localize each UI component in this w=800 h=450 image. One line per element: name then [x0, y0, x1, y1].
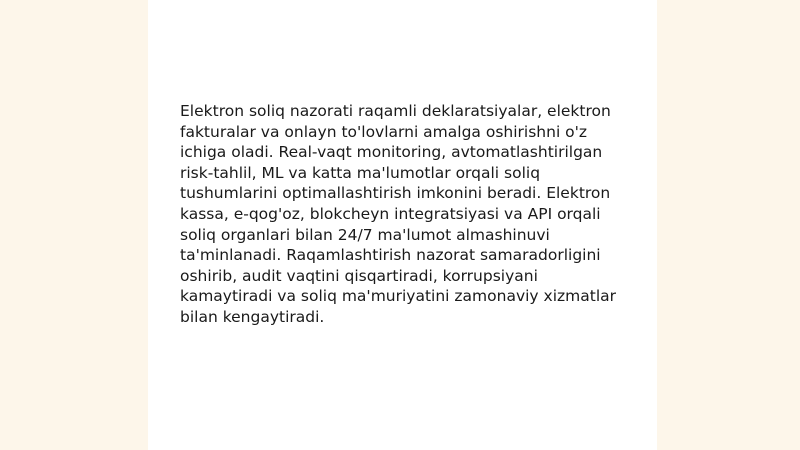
document-page [148, 0, 657, 450]
body-paragraph: Elektron soliq nazorati raqamli deklaratsiyalar, elektron fakturalar va onlayn to'lovlarni amalga oshirishni o'z ichiga oladi. Real-vaqt monitoring, avtomatlashtirilgan risk-tahlil, ML va katta ma'lumotlar orqali soliq tushumlarini optimallashtirish imkonini beradi. Elektron kassa, e-qog'oz, blokcheyn integratsiyasi va API orqali soliq organlari bilan 24/7 ma'lumot almashinuvi ta'minlanadi. Raqamlashtirish nazorat samaradorligini oshirib, audit vaqtini qisqartiradi, korrupsiyani kamaytiradi va soliq ma'muriyatini zamonaviy xizmatlar bilan kengaytiradi. [180, 102, 616, 326]
